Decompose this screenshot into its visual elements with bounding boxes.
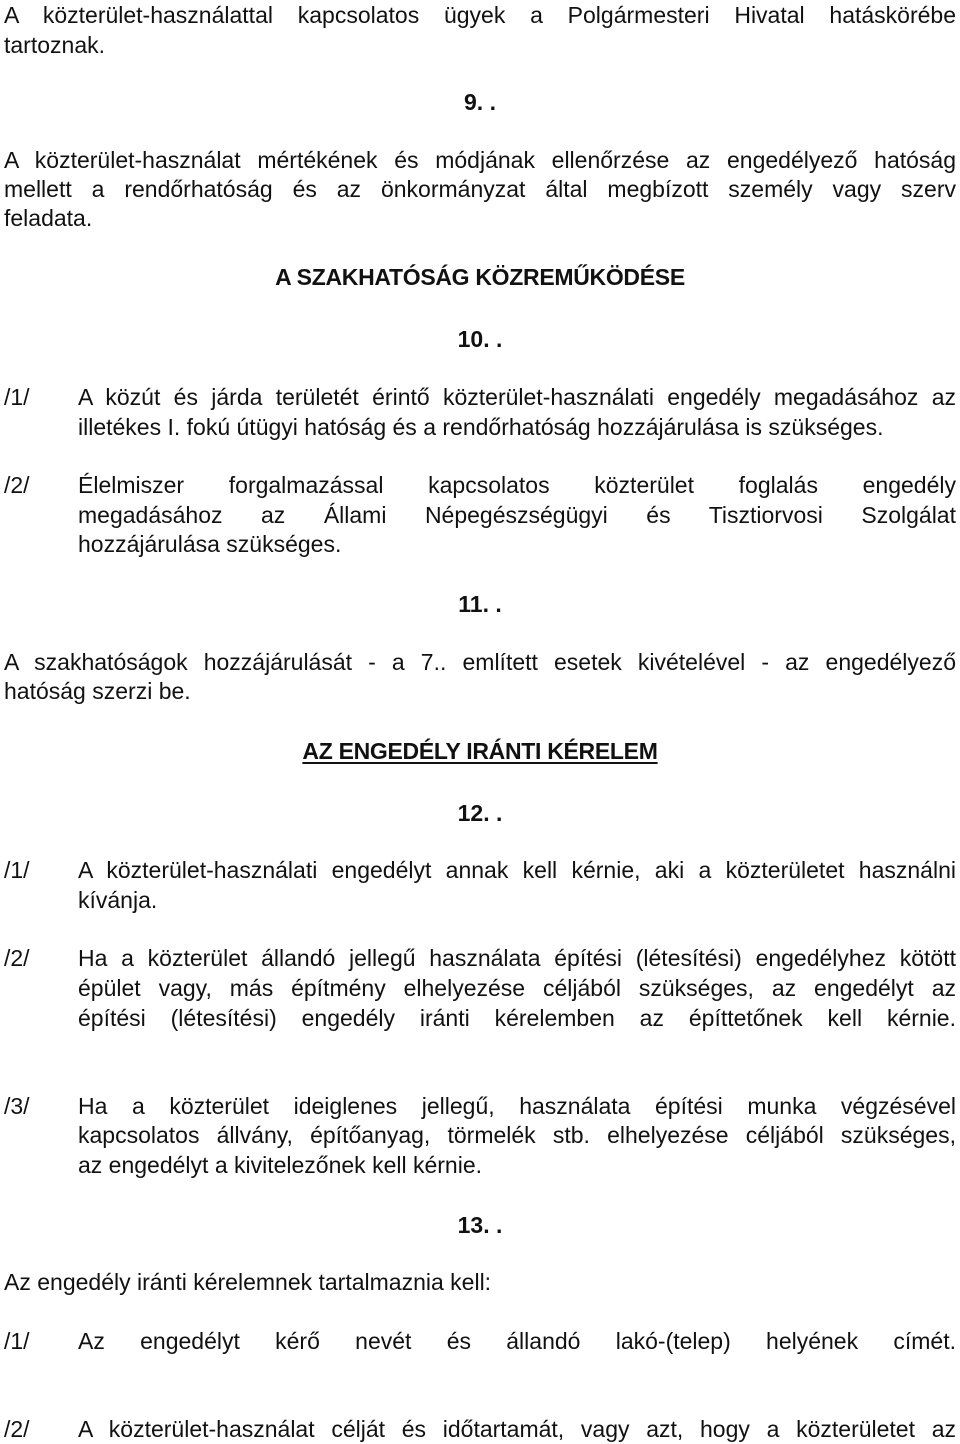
section-12-para-3-line-2: kapcsolatos állvány, építőanyag, törmelék stb. elhelyezése céljából szükséges, [78, 1122, 956, 1148]
section-10-number: 10. . [457, 326, 503, 352]
section-11-line-2: hatóság szerzi be. [4, 678, 191, 704]
section-10-para-2-marker: /2/ [4, 472, 30, 498]
section-12-para-2-line-3: építési (létesítési) engedély iránti kérelemben az építtetőnek kell kérnie. [78, 1005, 956, 1031]
section-10-para-1-line-2: illetékes I. fokú útügyi hatóság és a rendőrhatóság hozzájárulása is szükséges. [78, 414, 884, 440]
section-9-line-1: A közterület-használat mértékének és módjának ellenőrzése az engedélyező hatóság [4, 147, 956, 173]
section-10-para-2-line-1: Élelmiszer forgalmazással kapcsolatos közterület foglalás engedély [78, 472, 956, 498]
intro-line-2: tartoznak. [4, 32, 105, 58]
section-12-number: 12. . [457, 800, 503, 826]
section-13-para-1-marker: /1/ [4, 1328, 30, 1354]
section-11-number: 11. . [458, 591, 502, 617]
section-9-number: 9. . [464, 89, 496, 115]
section-12-para-3-marker: /3/ [4, 1093, 30, 1119]
section-13-intro: Az engedély iránti kérelemnek tartalmaznia kell: [4, 1269, 492, 1295]
section-10-para-1-line-1: A közút és járda területét érintő közterület-használati engedély megadásához az [78, 384, 956, 410]
section-13-para-1-line-1: Az engedélyt kérő nevét és állandó lakó-(telep) helyének címét. [78, 1328, 956, 1354]
section-12-para-2-line-2: épület vagy, más építmény elhelyezése céljából szükséges, az engedélyt az [78, 975, 956, 1001]
section-9-line-3: feladata. [4, 205, 93, 231]
section-12-para-2-marker: /2/ [4, 945, 30, 971]
section-13-para-2-marker: /2/ [4, 1416, 30, 1442]
heading-engedely-iranti-kerelem: AZ ENGEDÉLY IRÁNTI KÉRELEM [302, 738, 658, 764]
section-9-line-2: mellett a rendőrhatóság és az önkormányzat által megbízott személy vagy szerv [4, 176, 956, 202]
section-10-para-2-line-2: megadásához az Állami Népegészségügyi és Tisztiorvosi Szolgálat [78, 502, 956, 528]
section-12-para-1-line-1: A közterület-használati engedélyt annak kell kérnie, aki a közterületet használni [78, 857, 956, 883]
section-13-number: 13. . [457, 1212, 503, 1238]
intro-line-1: A közterület-használattal kapcsolatos ügyek a Polgármesteri Hivatal hatáskörébe [4, 2, 956, 28]
section-11-line-1: A szakhatóságok hozzájárulását - a 7.. említett esetek kivételével - az engedélyező [4, 649, 956, 675]
section-10-para-2-line-3: hozzájárulása szükséges. [78, 531, 342, 557]
section-13-para-2-line-1: A közterület-használat célját és időtartamát, vagy azt, hogy a közterületet az [78, 1416, 956, 1442]
section-12-para-3-line-1: Ha a közterület ideiglenes jellegű, használata építési munka végzésével [78, 1093, 956, 1119]
section-12-para-1-marker: /1/ [4, 857, 30, 883]
heading-szakhatosag: A SZAKHATÓSÁG KÖZREMŰKÖDÉSE [275, 264, 685, 290]
section-12-para-2-line-1: Ha a közterület állandó jellegű használata építési (létesítési) engedélyhez kötött [78, 945, 956, 971]
section-12-para-1-line-2: kívánja. [78, 887, 158, 913]
section-12-para-3-line-3: az engedélyt a kivitelezőnek kell kérnie. [78, 1152, 483, 1178]
section-10-para-1-marker: /1/ [4, 384, 30, 410]
